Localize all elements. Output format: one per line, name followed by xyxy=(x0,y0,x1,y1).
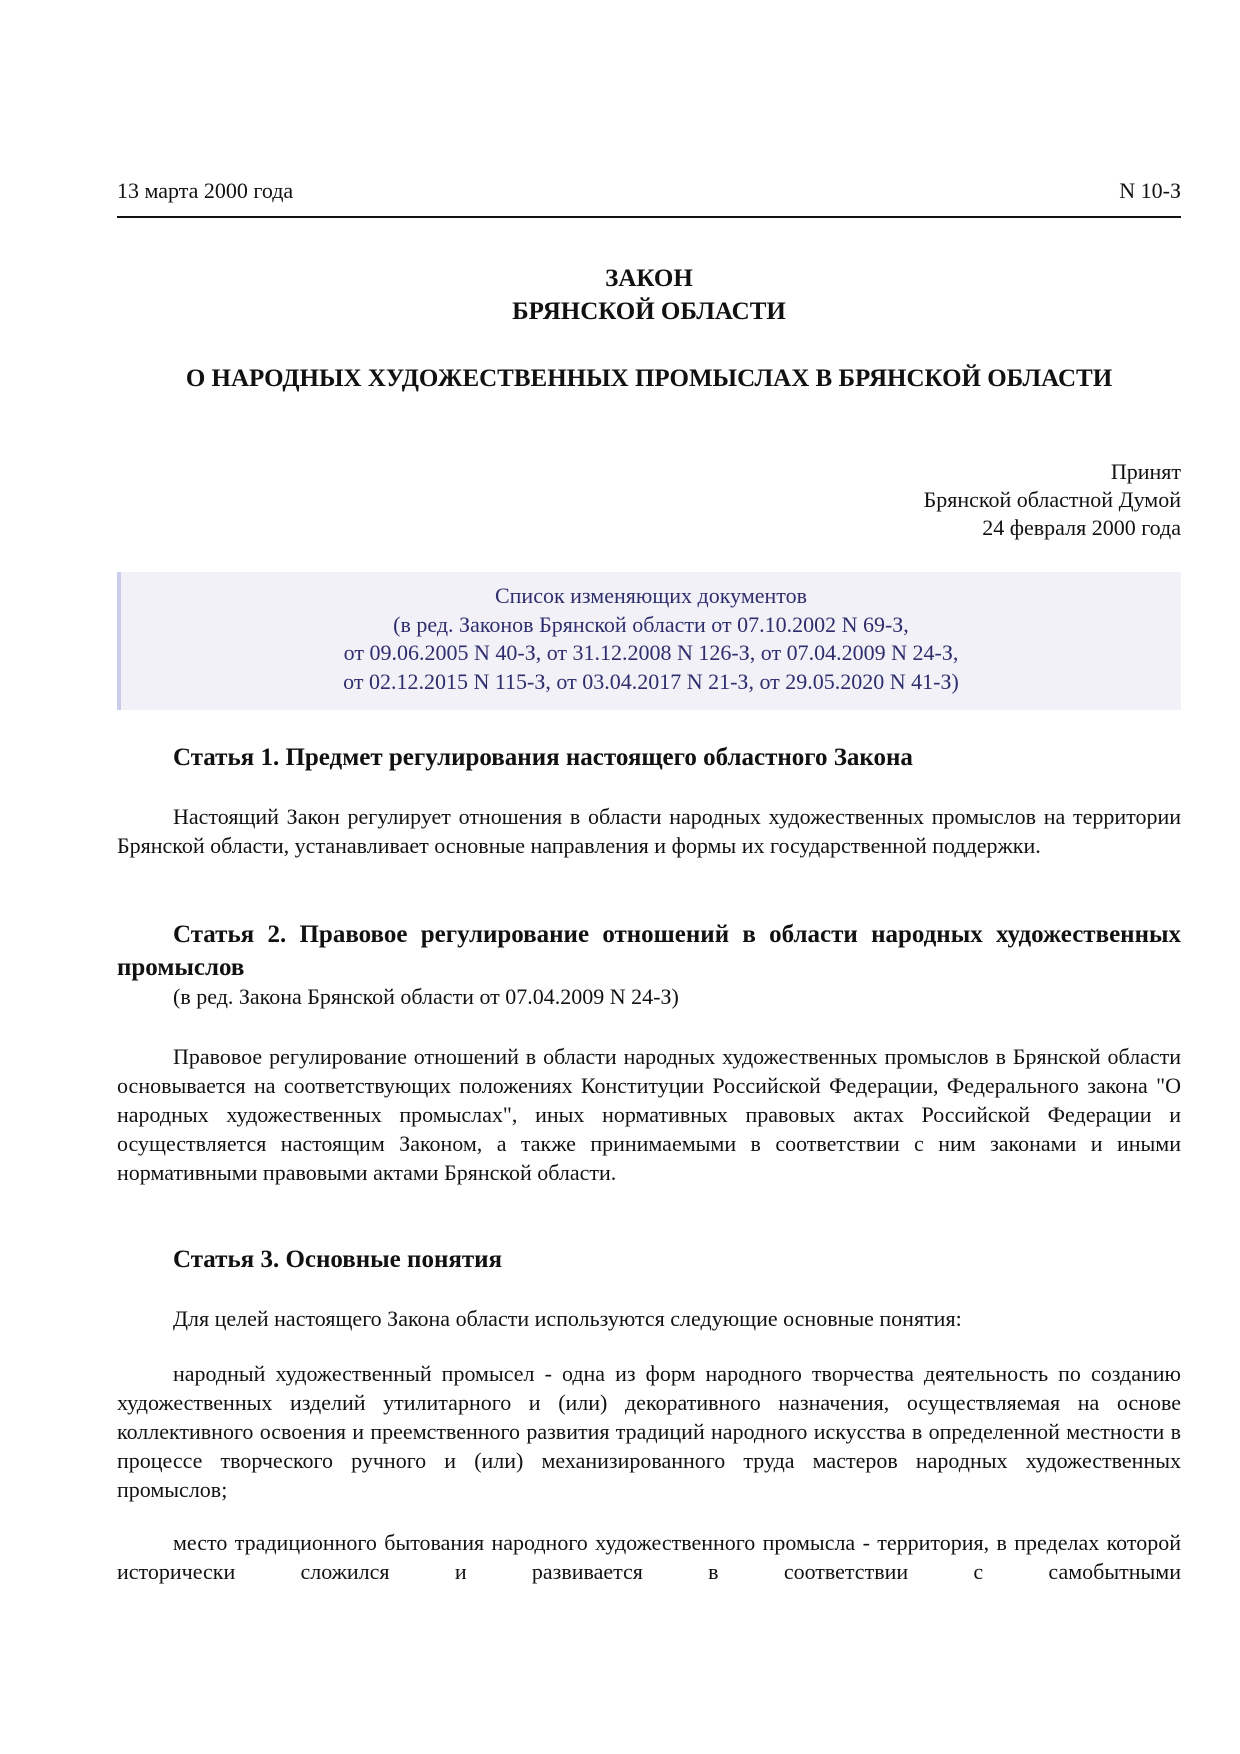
law-title: О НАРОДНЫХ ХУДОЖЕСТВЕННЫХ ПРОМЫСЛАХ В БРЯНСКОЙ ОБЛАСТИ xyxy=(185,365,1113,392)
law-number: N 10-З xyxy=(1119,178,1181,203)
adoption-body: Брянской областной Думой xyxy=(923,487,1181,512)
law-type: ЗАКОН xyxy=(605,265,693,292)
adoption-info xyxy=(924,458,1181,542)
article-3-heading: Статья 3. Основные понятия xyxy=(173,1246,503,1273)
article-2-text: Правовое регулирование отношений в области народных художественных промыслов в Брянской области основывается на соответствующих положениях Конституции Российской Федерации, Федерального закона "О народных художественных промыслах", иных нормативных правовых актах Российской Федерации и осуществляется настоящим Законом, а также принимаемыми в соответствии с ним законами и иными нормативными правовыми актами Брянской области. xyxy=(117,1044,1181,1185)
article-3-intro: Для целей настоящего Закона области используются следующие основные понятия: xyxy=(173,1306,962,1331)
article-1-text: Настоящий Закон регулирует отношения в области народных художественных промыслов на территории Брянской области, устанавливает основные направления и формы их государственной поддержки. xyxy=(117,804,1181,858)
amendments-line: (в ред. Законов Брянской области от 07.10.2002 N 69-З, xyxy=(393,611,909,637)
amendments-title: Список изменяющих документов xyxy=(494,583,807,608)
amendments-box xyxy=(117,572,1181,710)
amendments-line: от 02.12.2015 N 115-З, от 03.04.2017 N 21-З, от 29.05.2020 N 41-З) xyxy=(343,668,959,694)
article-1-heading: Статья 1. Предмет регулирования настоящего областного Закона xyxy=(173,744,913,771)
law-region: БРЯНСКОЙ ОБЛАСТИ xyxy=(512,298,786,325)
adoption-date: 24 февраля 2000 года xyxy=(982,515,1181,540)
adoption-label: Принят xyxy=(1110,459,1181,484)
article-2-note: (в ред. Закона Брянской области от 07.04.2009 N 24-З) xyxy=(173,984,679,1009)
header-divider xyxy=(117,216,1181,218)
amendments-line: от 09.06.2005 N 40-З, от 31.12.2008 N 126-З, от 07.04.2009 N 24-З, xyxy=(343,640,959,665)
document-header xyxy=(117,178,1181,204)
definition-place: место традиционного бытования народного художественного промысла - территория, в пределах которой исторически сложился и развивается в соответствии с самобытными xyxy=(117,1530,1181,1584)
article-2-heading: Статья 2. Правовое регулирование отношений в области народных художественных промыслов xyxy=(117,921,1181,981)
law-date: 13 марта 2000 года xyxy=(117,178,294,203)
definition-craft: народный художественный промысел - одна из форм народного творчества деятельность по созданию художественных изделий утилитарного и (или) декоративного назначения, осуществляемая на основе коллективного освоения и преемственного развития традиций народного искусства в определенной местности в процессе творческого ручного и (или) механизированного труда мастеров народных художественных промыслов; xyxy=(117,1361,1181,1502)
